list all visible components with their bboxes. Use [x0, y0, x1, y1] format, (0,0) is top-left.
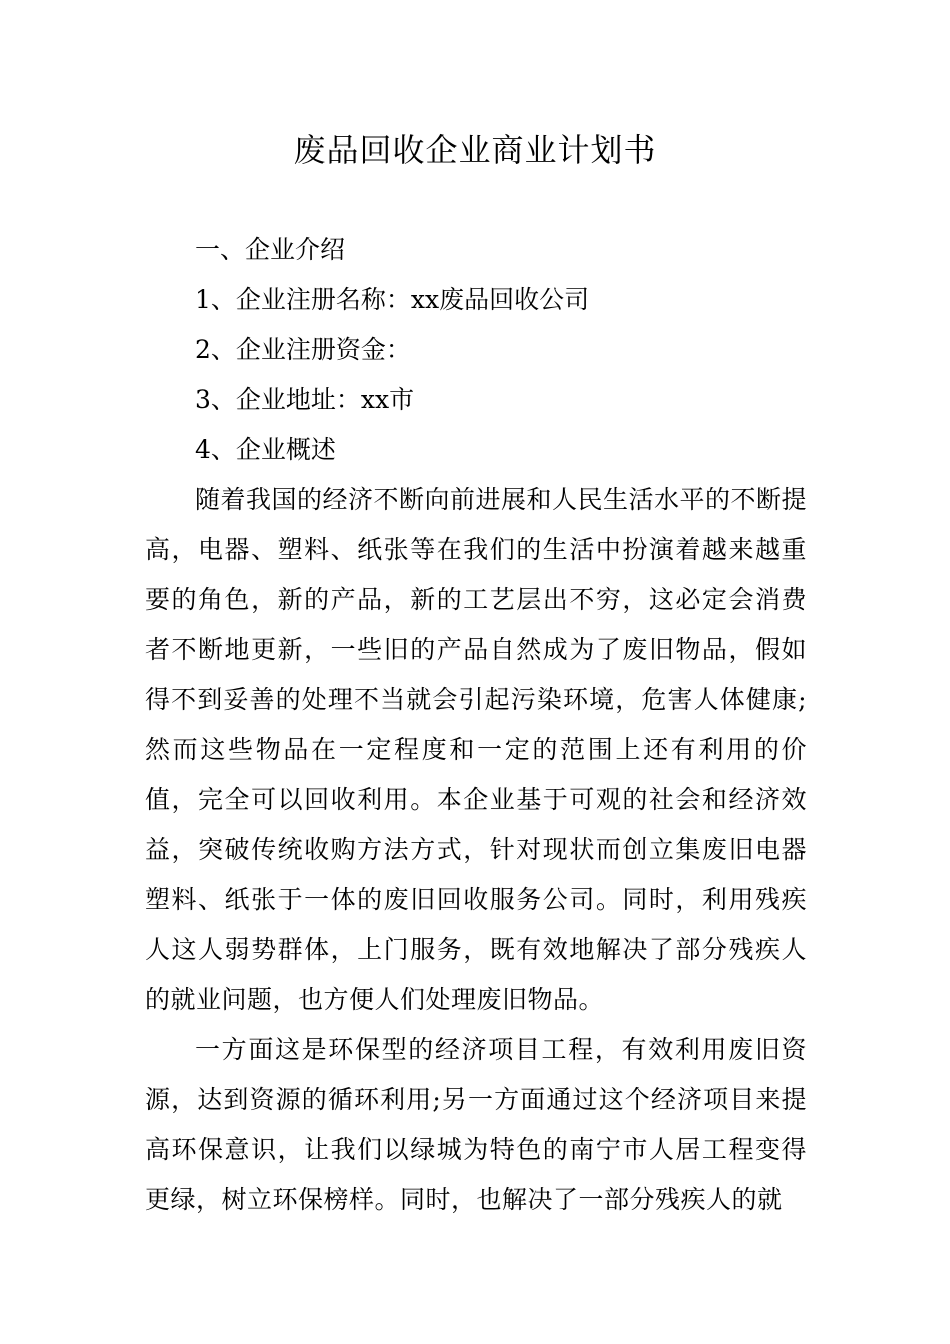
document-title: 废品回收企业商业计划书 — [293, 131, 657, 169]
document-body — [145, 225, 807, 1225]
environmental-paragraph: 一方面这是环保型的经济项目工程，有效利用废旧资源，达到资源的循环利用;另一方面通过这个经济项目来提高环保意识，让我们以绿城为特色的南宁市人居工程变得更绿，树立环保榜样。同时，也解决了一部分残疾人的就 — [145, 1035, 807, 1214]
list-item-registered-name: 1、企业注册名称：xx废品回收公司 — [195, 285, 590, 314]
list-item-registered-capital: 2、企业注册资金： — [195, 335, 411, 364]
list-item-address: 3、企业地址：xx市 — [195, 385, 415, 414]
section-heading: 一、企业介绍 — [195, 235, 346, 264]
overview-paragraph: 随着我国的经济不断向前进展和人民生活水平的不断提高，电器、塑料、纸张等在我们的生活中扮演着越来越重要的角色，新的产品，新的工艺层出不穷，这必定会消费者不断地更新，一些旧的产品自然成为了废旧物品，假如得不到妥善的处理不当就会引起污染环境，危害人体健康;然而这些物品在一定程度和一定的范围上还有利用的价值，完全可以回收利用。本企业基于可观的社会和经济效益，突破传统收购方法方式，针对现状而创立集废旧电器塑料、纸张于一体的废旧回收服务公司。同时，利用残疾人这人弱势群体，上门服务，既有效地解决了部分残疾人的就业问题，也方便人们处理废旧物品。 — [145, 485, 808, 1014]
list-item-overview: 4、企业概述 — [195, 435, 336, 464]
